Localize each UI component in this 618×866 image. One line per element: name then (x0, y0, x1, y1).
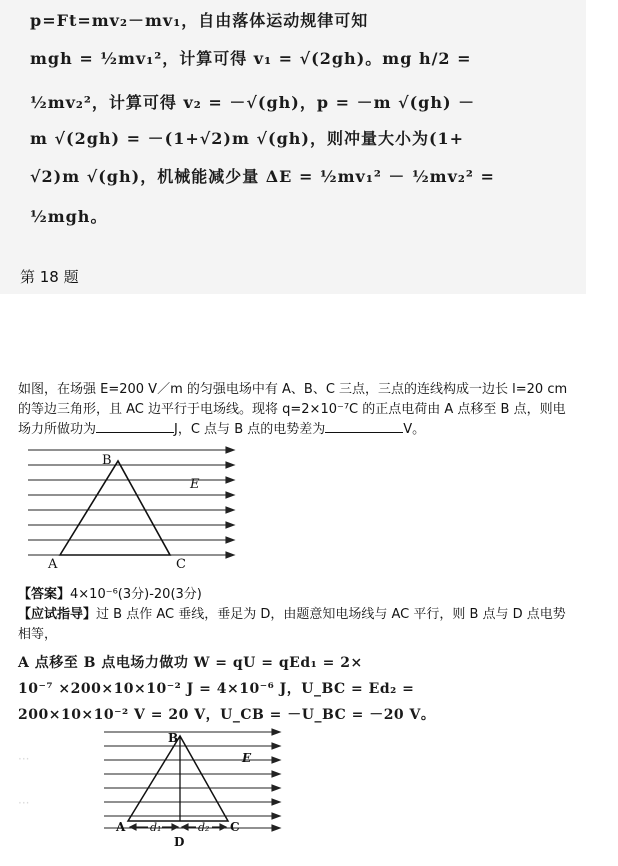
answer-tag: 【答案】 (18, 587, 71, 602)
point-a-label: A (48, 557, 58, 572)
solution-line-3: 200×10×10⁻² V = 20 V，U_CB = －U_BC = －20 V。 (18, 707, 436, 723)
distance-d1-label: d₁ (150, 821, 162, 834)
distance-d2-label: d₂ (198, 821, 210, 834)
point-a-label-solution: A (116, 820, 126, 834)
prev-solution-line-1: p=Ft=mv₂－mv₁，自由落体运动规律可知 (30, 11, 369, 30)
prev-solution-line-6: ½mgh。 (30, 207, 108, 226)
prev-solution-line-2: mgh = ½mv₁²，计算可得 v₁ = √(2gh)。mg h/2 = (30, 49, 472, 68)
question-text-line-1: 如图，在场强 E=200 V／m 的匀强电场中有 A、B、C 三点，三点的连线构成一边长 l=20 cm (18, 382, 568, 397)
question-text-line-3 (18, 418, 425, 437)
field-triangle-figure-solution (100, 728, 290, 852)
question-text-part-b: J，C 点与 B 点的电势差为 (174, 422, 326, 437)
solution-line-1: A 点移至 B 点电场力做功 W = qU = qEd₁ = 2× (18, 655, 363, 671)
point-c-label: C (176, 557, 186, 572)
point-b-label: B (102, 453, 112, 468)
prev-solution-line-4: m √(2gh) = －(1+√2)m √(gh)，则冲量大小为(1+ (30, 129, 465, 148)
answer-line (18, 583, 202, 602)
equilateral-triangle-solution (128, 736, 228, 821)
guide-tag: 【应试指导】 (18, 607, 97, 622)
question-text-line-2: 的等边三角形，且 AC 边平行于电场线。现将 q=2×10⁻⁷C 的正点电荷由 A 点移至 B 点，则电 (18, 402, 566, 417)
faded-watermark-2: ··· (18, 796, 30, 810)
solution-line-2: 10⁻⁷ ×200×10×10⁻² J = 4×10⁻⁶ J，U_BC = Ed₂ = (18, 681, 415, 697)
field-e-label: E (190, 477, 200, 492)
answer-value: 4×10⁻⁶(3分)-20(3分) (70, 587, 202, 602)
point-b-label-solution: B (168, 731, 179, 745)
field-triangle-figure (22, 444, 240, 574)
previous-solution-panel (0, 0, 586, 294)
guide-line-1 (18, 603, 566, 622)
question-text-part-a: 场力所做功为 (18, 422, 97, 437)
question-text-part-c: V。 (403, 422, 426, 437)
equilateral-triangle (60, 461, 170, 555)
guide-text-1: 过 B 点作 AC 垂线，垂足为 D，由题意知电场线与 AC 平行，则 B 点与 D 点电势 (96, 607, 566, 622)
guide-text-2: 相等， (18, 627, 58, 642)
point-d-label-solution: D (174, 835, 185, 849)
prev-solution-line-5: √2)m √(gh)，机械能减少量 ΔE = ½mv₁² － ½mv₂² = (30, 167, 495, 186)
faded-watermark-1: ··· (18, 752, 30, 766)
field-lines (28, 447, 234, 558)
answer-blank-work (96, 420, 174, 433)
answer-blank-voltage (325, 420, 403, 433)
prev-solution-line-3: ½mv₂²，计算可得 v₂ = －√(gh)，p = －m √(gh) － (30, 93, 476, 112)
point-c-label-solution: C (230, 820, 240, 834)
question-number-label: 第 18 题 (20, 268, 79, 286)
field-e-label-solution: E (242, 751, 252, 765)
